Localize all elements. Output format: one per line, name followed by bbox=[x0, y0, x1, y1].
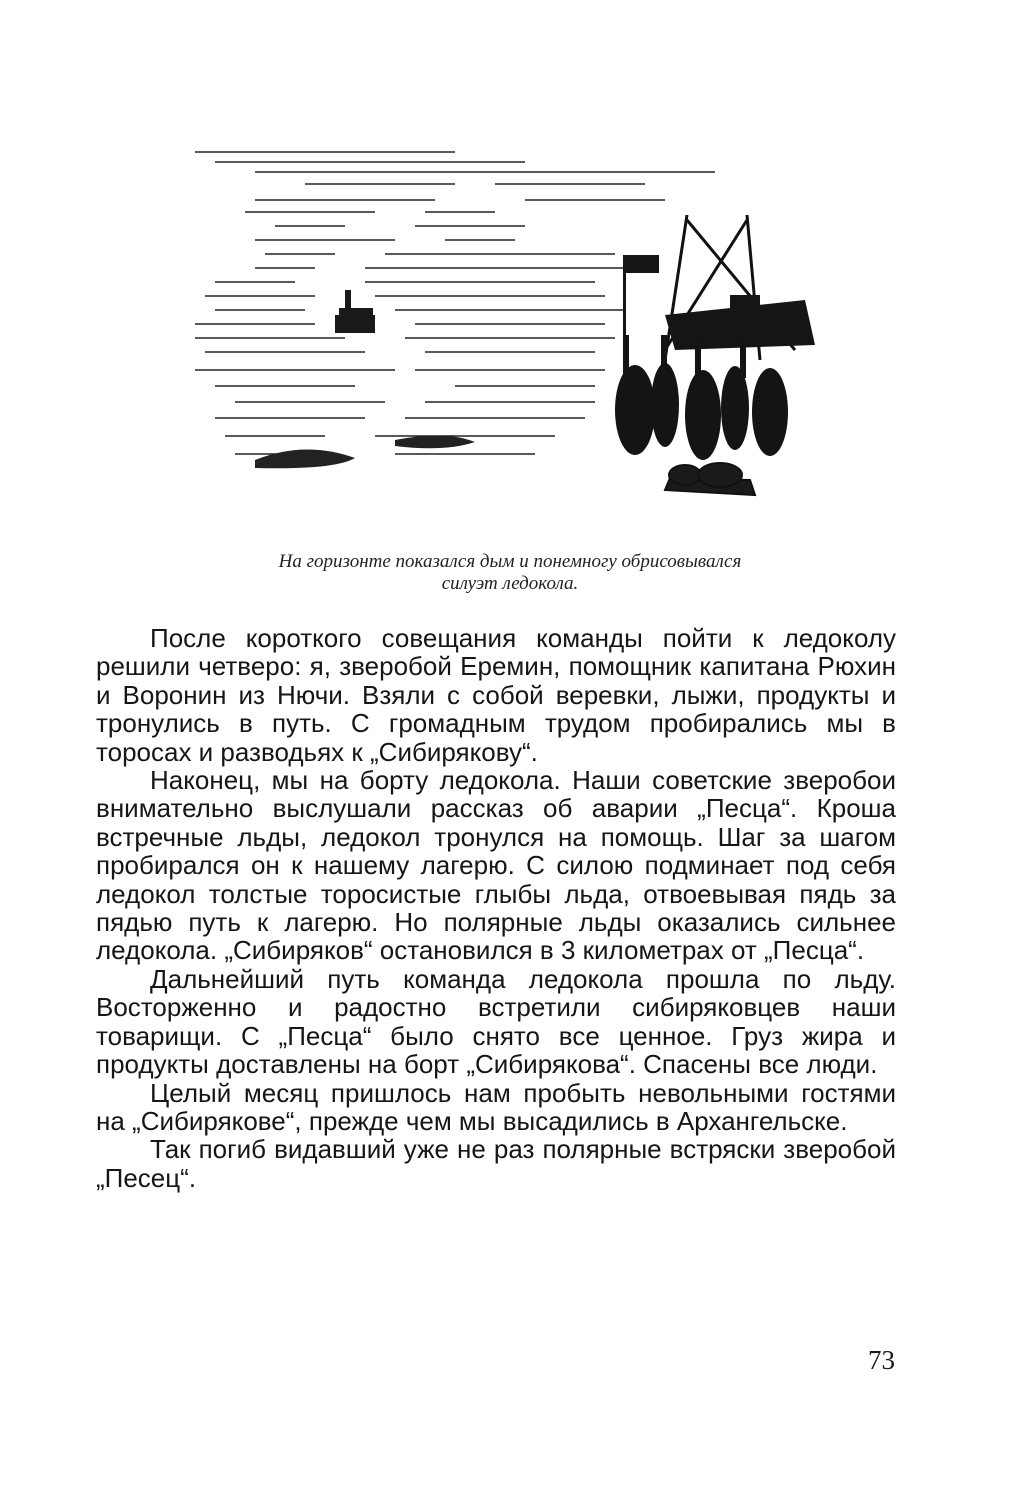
body-text bbox=[96, 624, 896, 1192]
paragraph: Так погиб видавший уже не раз полярные встряски зверобой „Песец“. bbox=[96, 1134, 896, 1193]
paragraph: Целый месяц пришлось нам пробыть невольными гостями на „Сибирякове“, прежде чем мы высадились в Архангельске. bbox=[96, 1077, 896, 1136]
caption-line-1: На горизонте показался дым и понемногу обрисовывался bbox=[278, 551, 742, 572]
illustration bbox=[195, 140, 835, 540]
paragraph: Дальнейший путь команда ледокола прошла по льду. Восторженно и радостно встретили сибиряковцев наши товарищи. С „Песца“ было снято все ценное. Груз жира и продукты доставлены на борт „Сибирякова“. Спасены все люди. bbox=[96, 963, 896, 1080]
illustration-caption bbox=[150, 551, 870, 595]
caption-line-2: силуэт ледокола. bbox=[441, 573, 579, 594]
arctic-rescue-illustration-icon bbox=[195, 140, 835, 540]
paragraph: Наконец, мы на борту ледокола. Наши советские зверобои внимательно выслушали рассказ об аварии „Песца“. Кроша встречные льды, ледокол тронулся на помощь. Шаг за шагом пробирался он к нашему лагерю. С силою подминает под себя ледокол толстые торосистые глыбы льда, отвоевывая пядь за пядью путь к лагерю. Но полярные льды оказались сильнее ледокола. „Сибиряков“ остановился в 3 километрах от „Песца“. bbox=[96, 765, 896, 966]
paragraph: После короткого совещания команды пойти к ледоколу решили четверо: я, зверобой Еремин, помощник капитана Рюхин и Воронин из Нючи. Взяли с собой веревки, лыжи, продукты и тронулись в путь. С громадным трудом пробирались мы в торосах и разводьях к „Сибирякову“. bbox=[96, 623, 896, 767]
page-number: 73 bbox=[868, 1345, 895, 1375]
